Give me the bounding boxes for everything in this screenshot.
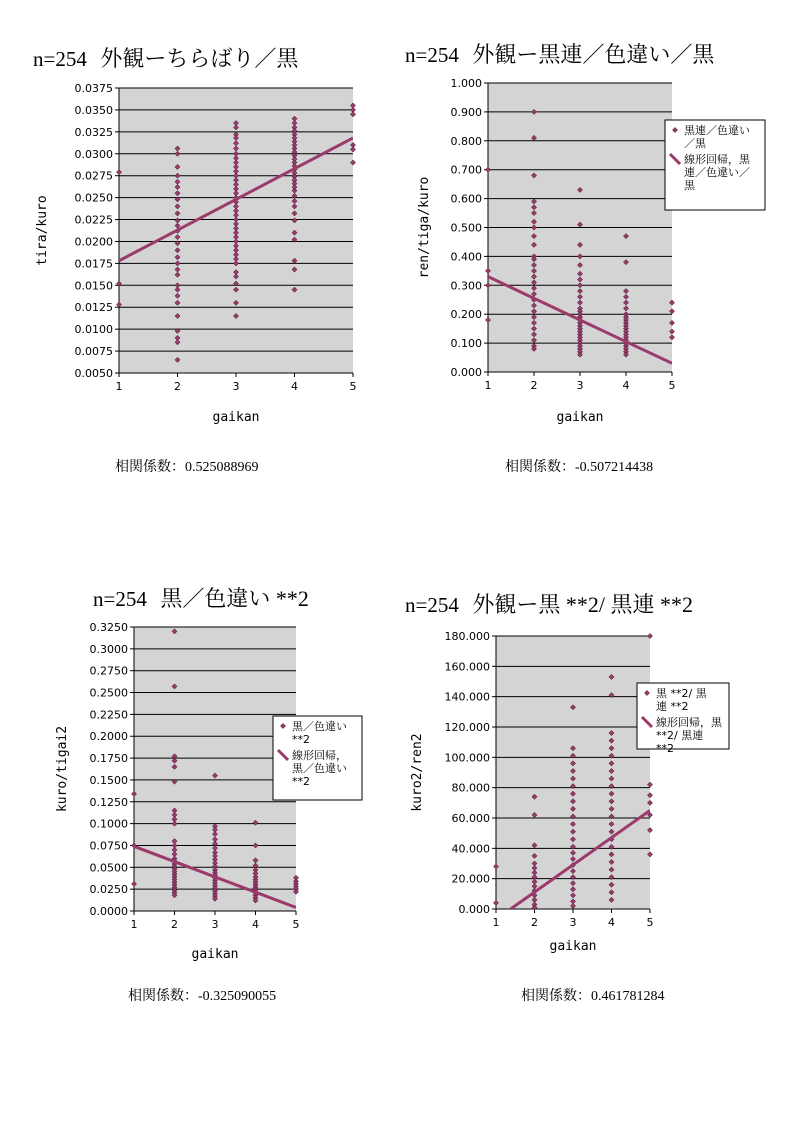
- x-tick-label: 1: [492, 916, 500, 929]
- y-tick-label: 0.0175: [74, 257, 113, 271]
- chart-4-correlation-label: 相関係数：: [521, 989, 591, 1004]
- x-tick-label: 4: [252, 918, 259, 931]
- legend-trend-label: 線形回帰，黒: [684, 153, 750, 166]
- legend-series-label: ／黒: [684, 137, 706, 150]
- y-tick-label: 0.500: [450, 221, 482, 235]
- y-tick-label: 0.000: [450, 366, 482, 379]
- y-tick-label: 0.0750: [89, 839, 128, 853]
- y-tick-label: 0.3250: [89, 621, 128, 634]
- y-tick-label: 0.0050: [74, 367, 113, 380]
- y-tick-label: 0.0325: [74, 125, 113, 139]
- chart-3-correlation-value: -0.325090055: [198, 989, 277, 1004]
- legend-series-label: 黒／色違い: [292, 720, 347, 733]
- x-axis-label: gaikan: [549, 939, 597, 954]
- x-tick-label: 4: [608, 916, 615, 929]
- y-tick-label: 0.2750: [89, 664, 128, 678]
- chart-4-correlation: [521, 985, 665, 1005]
- y-tick-label: 0.400: [450, 250, 482, 264]
- chart-4-title-n: n=254: [405, 593, 459, 617]
- y-tick-label: 0.1000: [89, 817, 128, 831]
- chart-1-title-n: n=254: [33, 47, 87, 71]
- y-tick-label: 0.0375: [74, 82, 113, 95]
- x-axis-label: gaikan: [212, 410, 260, 425]
- legend-trend-label: 黒: [684, 179, 695, 192]
- legend-trend-label: **2: [292, 775, 310, 788]
- y-tick-label: 140.000: [444, 690, 490, 704]
- y-tick-label: 0.1500: [89, 773, 128, 787]
- chart-2-title-n: n=254: [405, 43, 459, 67]
- chart-3-correlation-label: 相関係数：: [128, 989, 198, 1004]
- y-tick-label: 0.700: [450, 163, 482, 177]
- chart-3-title-text: 黒／色違い **2: [160, 586, 309, 611]
- y-tick-label: 0.600: [450, 192, 482, 206]
- y-tick-label: 0.0200: [74, 235, 113, 249]
- legend-series-label: 黒 **2/ 黒: [656, 687, 707, 700]
- legend-trend-label: 線形回帰，: [292, 749, 347, 762]
- x-tick-label: 3: [211, 918, 219, 931]
- x-tick-label: 5: [668, 379, 676, 392]
- x-tick-label: 3: [232, 380, 240, 393]
- x-tick-label: 2: [530, 379, 538, 392]
- x-tick-label: 5: [646, 916, 654, 929]
- y-tick-label: 180.000: [444, 630, 490, 643]
- y-tick-label: 20.000: [451, 872, 490, 886]
- legend-trend-label: **2/ 黒連: [656, 729, 704, 742]
- y-tick-label: 120.000: [444, 721, 490, 734]
- x-axis-label: gaikan: [191, 947, 239, 962]
- legend-trend-label: 黒／色違い: [292, 762, 347, 775]
- y-tick-label: 40.000: [451, 842, 490, 856]
- legend-series-label: 連 **2: [656, 700, 689, 713]
- y-tick-label: 0.300: [450, 279, 482, 293]
- x-tick-label: 2: [531, 916, 538, 929]
- y-tick-label: 0.000: [458, 903, 490, 916]
- y-tick-label: 0.0350: [74, 103, 113, 117]
- legend-trend-label: 線形回帰，黒: [656, 716, 722, 729]
- x-tick-label: 4: [291, 380, 298, 393]
- y-tick-label: 0.200: [450, 308, 482, 322]
- chart-2-correlation-value: -0.507214438: [575, 460, 654, 475]
- y-tick-label: 0.1750: [89, 752, 128, 766]
- x-tick-label: 5: [349, 380, 357, 393]
- chart-3-title-n: n=254: [93, 587, 147, 611]
- x-tick-label: 1: [115, 380, 123, 393]
- x-tick-label: 1: [130, 918, 138, 931]
- y-tick-label: 0.0225: [74, 213, 113, 227]
- x-tick-label: 1: [484, 379, 492, 392]
- y-tick-label: 0.0250: [89, 883, 128, 897]
- y-axis-label: ren/tiga/kuro: [417, 176, 432, 279]
- y-tick-label: 0.800: [450, 134, 482, 148]
- legend-series-label: 黒連／色違い: [684, 124, 750, 137]
- legend-trend-label: 連／色違い／: [684, 166, 750, 179]
- y-tick-label: 0.0250: [74, 191, 113, 205]
- y-tick-label: 0.2250: [89, 708, 128, 722]
- y-tick-label: 0.3000: [89, 642, 128, 656]
- x-axis-label: gaikan: [556, 410, 604, 425]
- y-tick-label: 1.000: [450, 77, 482, 90]
- y-tick-label: 100.000: [444, 751, 490, 765]
- y-tick-label: 60.000: [451, 812, 490, 825]
- y-axis-label: kuro/tigai2: [55, 725, 70, 813]
- x-tick-label: 4: [622, 379, 630, 392]
- chart-1-correlation-label: 相関係数：: [115, 460, 185, 475]
- chart-2-title-text: 外観ー黒連／色違い／黒: [472, 42, 715, 67]
- x-tick-label: 3: [569, 916, 577, 929]
- y-tick-label: 0.0075: [74, 345, 113, 359]
- y-tick-label: 0.0300: [74, 147, 113, 161]
- y-axis-label: tira/kuro: [35, 195, 50, 266]
- y-tick-label: 0.2000: [89, 730, 128, 744]
- y-tick-label: 0.0100: [74, 323, 113, 337]
- chart-2-correlation-label: 相関係数：: [505, 460, 575, 475]
- y-tick-label: 0.0000: [89, 905, 128, 918]
- legend-series-label: **2: [292, 733, 310, 746]
- legend-trend-label: **2: [656, 742, 674, 755]
- y-tick-label: 0.0275: [74, 169, 113, 183]
- y-axis-label: kuro2/ren2: [410, 733, 425, 812]
- chart-4-correlation-value: 0.461781284: [591, 989, 665, 1004]
- y-tick-label: 160.000: [444, 660, 490, 674]
- y-tick-label: 0.2500: [89, 686, 128, 700]
- y-tick-label: 0.1250: [89, 795, 128, 809]
- x-tick-label: 2: [174, 380, 181, 393]
- y-tick-label: 0.900: [450, 105, 482, 119]
- y-tick-label: 0.0125: [74, 301, 113, 315]
- chart-4-title-text: 外観ー黒 **2/ 黒連 **2: [472, 592, 693, 617]
- y-tick-label: 80.000: [451, 781, 490, 795]
- x-tick-label: 5: [292, 918, 300, 931]
- x-tick-label: 3: [576, 379, 584, 392]
- x-tick-label: 2: [171, 918, 178, 931]
- y-tick-label: 0.0500: [89, 861, 128, 875]
- y-tick-label: 0.100: [450, 337, 482, 351]
- y-tick-label: 0.0150: [74, 279, 113, 293]
- chart-1-correlation-value: 0.525088969: [185, 460, 259, 475]
- chart-1-title-text: 外観ーちらばり／黒: [100, 46, 299, 71]
